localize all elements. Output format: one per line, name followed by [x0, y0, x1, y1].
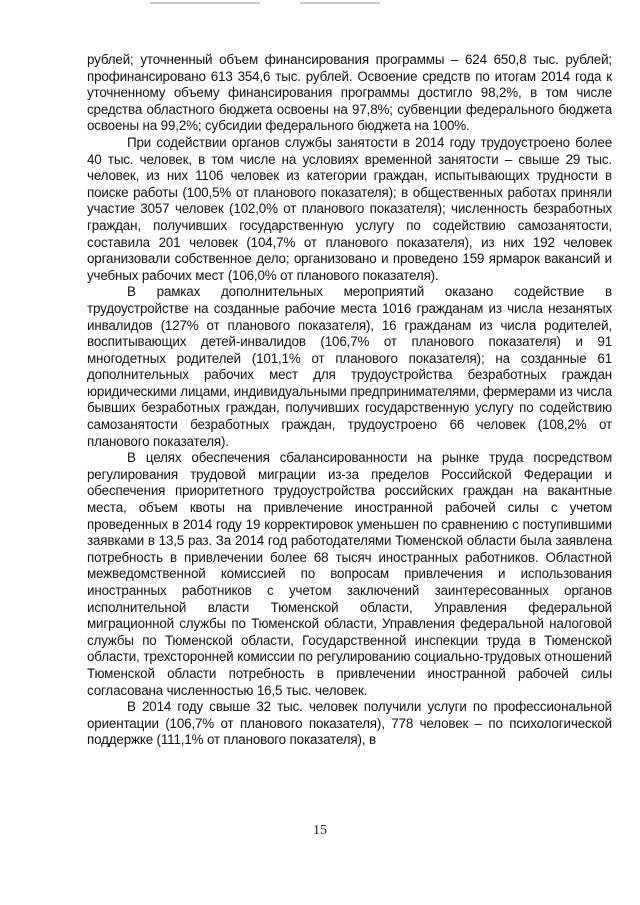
- paragraph-financing: рублей; уточненный объем финансирования программы – 624 650,8 тыс. рублей; профинансировано 613 354,6 тыс. рублей. Освоение средств по итогам 2014 года к уточненному объему финансирования программы достигло 98,2%, в том числе средства областного бюджета освоены на 97,8%; субвенции федерального бюджета освоены на 99,2%; субсидии федерального бюджета на 100%.: [87, 52, 612, 134]
- paragraph-labor-migration: В целях обеспечения сбалансированности на рынке труда посредством регулирования трудовой миграции из-за пределов Российской Федерации и обеспечения приоритетного трудоустройства российских граждан на вакантные места, объем квоты на привлечение иностранной рабочей силы с учетом проведенных в 2014 году 19 корректировок уменьшен по сравнению с поступившими заявками в 13,5 раз. За 2014 год работодателями Тюменской области была заявлена потребность в привлечении более 68 тысяч иностранных работников. Областной межведомственной комиссией по вопросам привлечения и использования иностранных работников с учетом заключений заинтересованных органов исполнительной власти Тюменской области, Управления федеральной миграционной службы по Тюменской области, Управления федеральной налоговой службы по Тюменской области, Государственной инспекции труда в Тюменской области, трехсторонней комиссии по регулированию социально-трудовых отношений Тюменской области потребность в привлечении иностранной рабочей силы согласована численностью 16,5 тыс. человек.: [87, 450, 612, 698]
- scan-artifact-line: [300, 2, 380, 4]
- body-text: [87, 52, 612, 749]
- page-number: 15: [313, 823, 327, 838]
- paragraph-career-guidance: В 2014 году свыше 32 тыс. человек получили услуги по профессиональной ориентации (106,7% от планового показателя), 778 человек – по психологической поддержке (111,1% от планового показателя), в: [87, 699, 612, 748]
- scan-artifact-line: [150, 2, 260, 4]
- paragraph-additional-measures: В рамках дополнительных мероприятий оказано содействие в трудоустройстве на созданные рабочие места 1016 гражданам из числа незанятых инвалидов (127% от планового показателя), 16 гражданам из числа родителей, воспитывающих детей-инвалидов (106,7% от планового показателя) и 91 многодетных родителей (101,1% от планового показателя); на созданные 61 дополнительных рабочих мест для трудоустройства безработных граждан юридическими лицами, индивидуальными предпринимателями, фермерами из числа бывших безработных граждан, получивших государственную услугу по содействию самозанятости безработных граждан, трудоустроено 66 человек (108,2% от планового показателя).: [87, 284, 612, 449]
- paragraph-employment: При содействии органов службы занятости в 2014 году трудоустроено более 40 тыс. человек, в том числе на условиях временной занятости – свыше 29 тыс. человек, из них 1106 человек из категории граждан, испытывающих трудности в поиске работы (100,5% от планового показателя); в общественных работах приняли участие 3057 человек (102,0% от планового показателя); численность безработных граждан, получивших государственную услугу по содействию самозанятости, составила 201 человек (104,7% от планового показателя), из них 192 человек организовали собственное дело; организовано и проведено 159 ярмарок вакансий и учебных рабочих мест (106,0% от планового показателя).: [87, 134, 612, 283]
